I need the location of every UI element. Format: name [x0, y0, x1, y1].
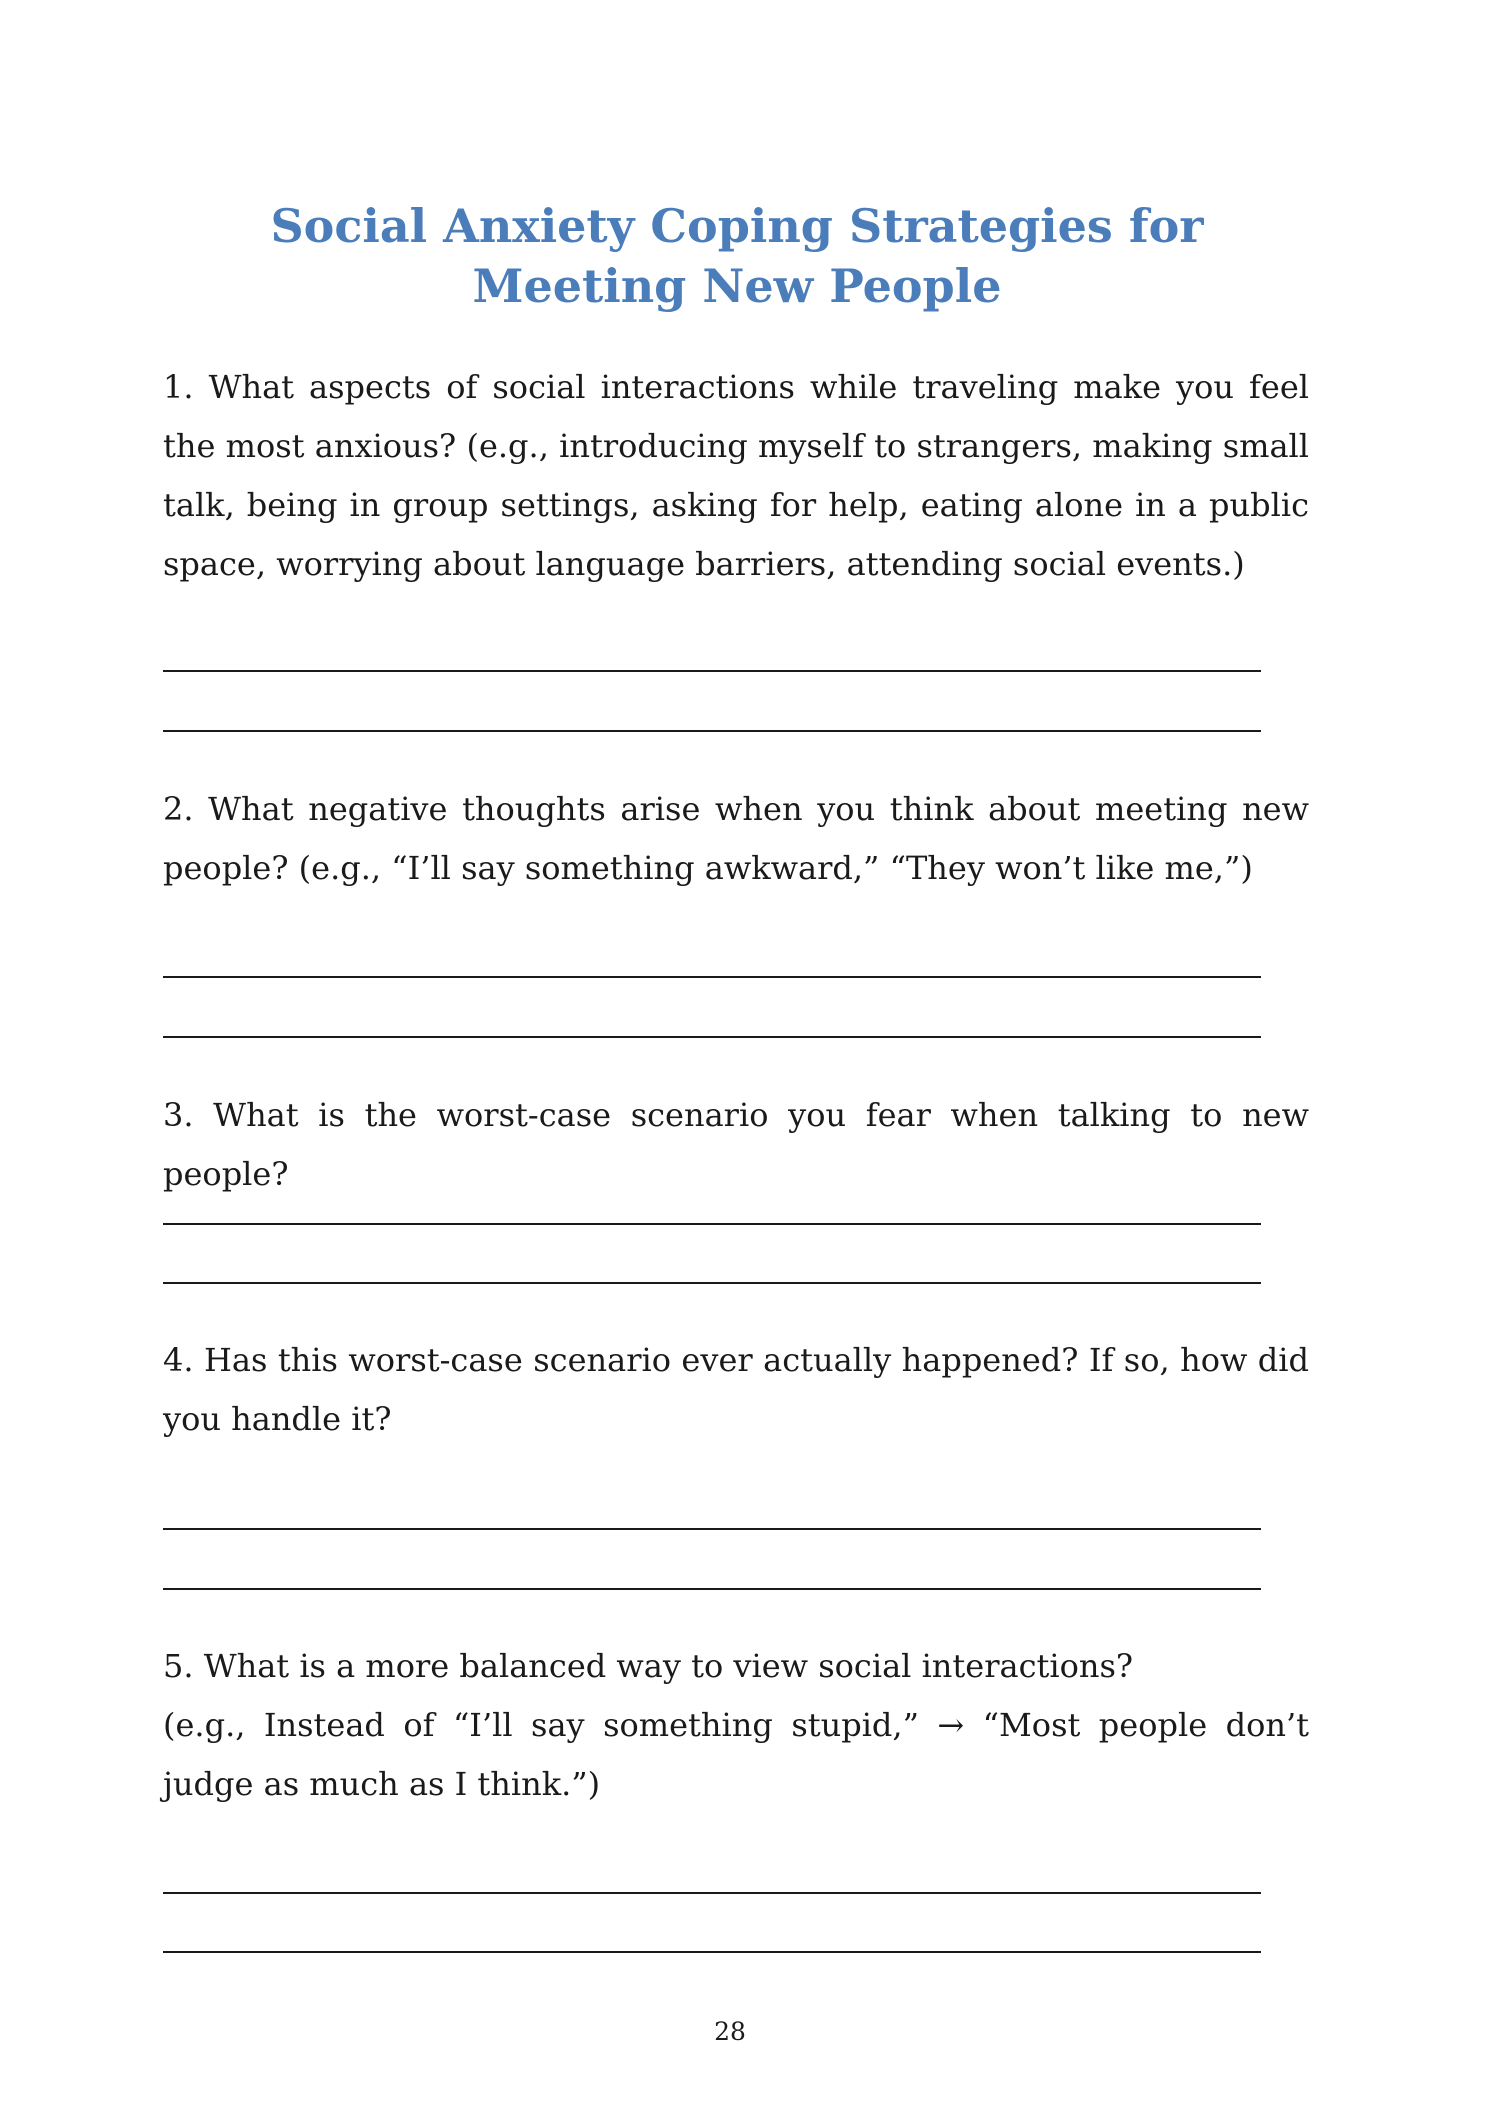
page-title: Social Anxiety Coping Strategies for Meeting New People	[270, 199, 1204, 313]
answer-line[interactable]	[163, 1282, 1261, 1284]
answer-line[interactable]	[163, 1892, 1261, 1894]
question-5	[163, 1637, 1309, 1814]
answer-line[interactable]	[163, 1951, 1261, 1953]
question-2: 2. What negative thoughts arise when you think about meeting new people? (e.g., “I’ll say something awkward,” “They won’t like me,”)	[163, 790, 1309, 887]
question-1: 1. What aspects of social interactions while traveling make you feel the most anxious? (e.g., introducing myself to strangers, making small talk, being in group settings, asking for help, eating alone in a public space, worrying about language barriers, attending social events.)	[163, 368, 1309, 583]
answer-line[interactable]	[163, 1036, 1261, 1038]
answer-line[interactable]	[163, 670, 1261, 672]
page-number: 28	[714, 2017, 746, 2046]
answer-line[interactable]	[163, 1588, 1261, 1590]
question-4: 4. Has this worst-case scenario ever actually happened? If so, how did you handle it?	[163, 1341, 1309, 1438]
answer-line[interactable]	[163, 976, 1261, 978]
question-5-example: (e.g., Instead of “I’ll say something stupid,” → “Most people don’t judge as much as I think.”)	[163, 1706, 1309, 1803]
answer-line[interactable]	[163, 730, 1261, 732]
answer-line[interactable]	[163, 1223, 1261, 1225]
question-3: 3. What is the worst-case scenario you fear when talking to new people?	[163, 1096, 1309, 1193]
answer-line[interactable]	[163, 1528, 1261, 1530]
question-5-prompt: 5. What is a more balanced way to view social interactions?	[163, 1647, 1134, 1685]
